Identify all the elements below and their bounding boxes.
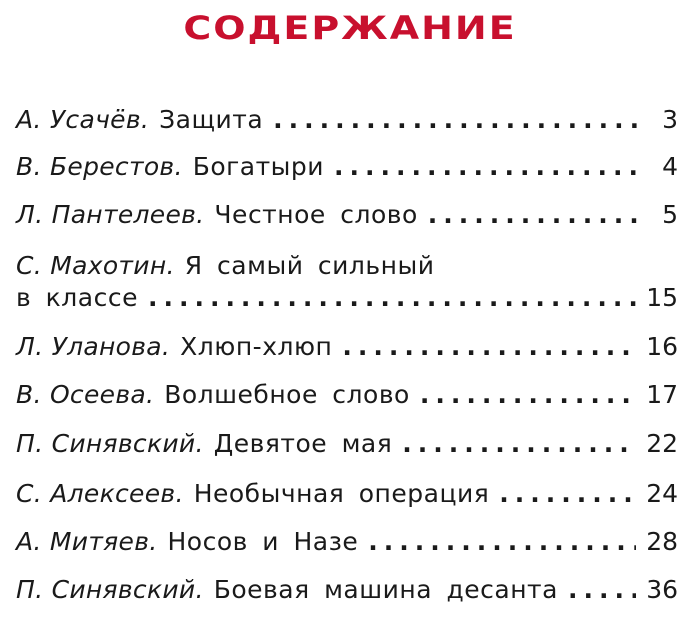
entry-author: А. Митяев. [16,527,158,556]
toc-entry[interactable] [16,249,678,315]
entry-title-continuation: в классе [16,283,138,312]
entry-title: Хлюп-хлюп [180,332,333,361]
entry-author: В. Берестов. [16,152,183,181]
page-title: СОДЕРЖАНИЕ [183,9,517,47]
dot-leader [499,477,636,511]
entry-page-number: 17 [646,380,678,409]
entry-page-number: 3 [662,105,678,134]
toc-entry[interactable] [16,330,678,364]
dot-leader [342,330,636,364]
dot-leader [402,427,636,461]
entry-title: Волшебное слово [164,380,410,409]
entry-title: Честное слово [214,200,418,229]
entry-title: Необычная операция [193,479,490,508]
dot-leader [420,378,636,412]
dot-leader [273,103,638,137]
toc-entry[interactable] [16,525,678,559]
dot-leader [368,525,636,559]
entry-title: Богатыри [192,152,325,181]
dot-leader [568,573,636,607]
entry-page-number: 36 [646,575,678,604]
entry-title: Я самый сильный [184,251,435,280]
entry-author: Л. Уланова. [16,332,171,361]
entry-author: А. Усачёв. [16,105,150,134]
entry-title: Защита [159,105,264,134]
entry-title: Носов и Назе [167,527,359,556]
entry-author: С. Махотин. [16,251,175,280]
entry-title: Девятое мая [213,429,393,458]
entry-page-number: 15 [646,283,678,312]
toc-entry[interactable] [16,198,678,232]
entry-author: П. Синявский. [16,575,204,604]
entry-page-number: 16 [646,332,678,361]
dot-leader [334,150,638,184]
toc-entry[interactable] [16,378,678,412]
entry-title: Боевая машина десанта [213,575,558,604]
entry-author: П. Синявский. [16,429,204,458]
toc-entry[interactable] [16,427,678,461]
entry-author: В. Осеева. [16,380,155,409]
toc-entry[interactable] [16,573,678,607]
entry-author: Л. Пантелеев. [16,200,205,229]
entry-page-number: 4 [662,152,678,181]
toc-entry[interactable] [16,150,678,184]
entry-page-number: 28 [646,527,678,556]
dot-leader [428,198,638,232]
entry-author: С. Алексеев. [16,479,184,508]
toc-entry[interactable] [16,103,678,137]
dot-leader [148,281,636,315]
toc-entry[interactable] [16,477,678,511]
entry-page-number: 24 [646,479,678,508]
entry-page-number: 5 [662,200,678,229]
entry-page-number: 22 [646,429,678,458]
